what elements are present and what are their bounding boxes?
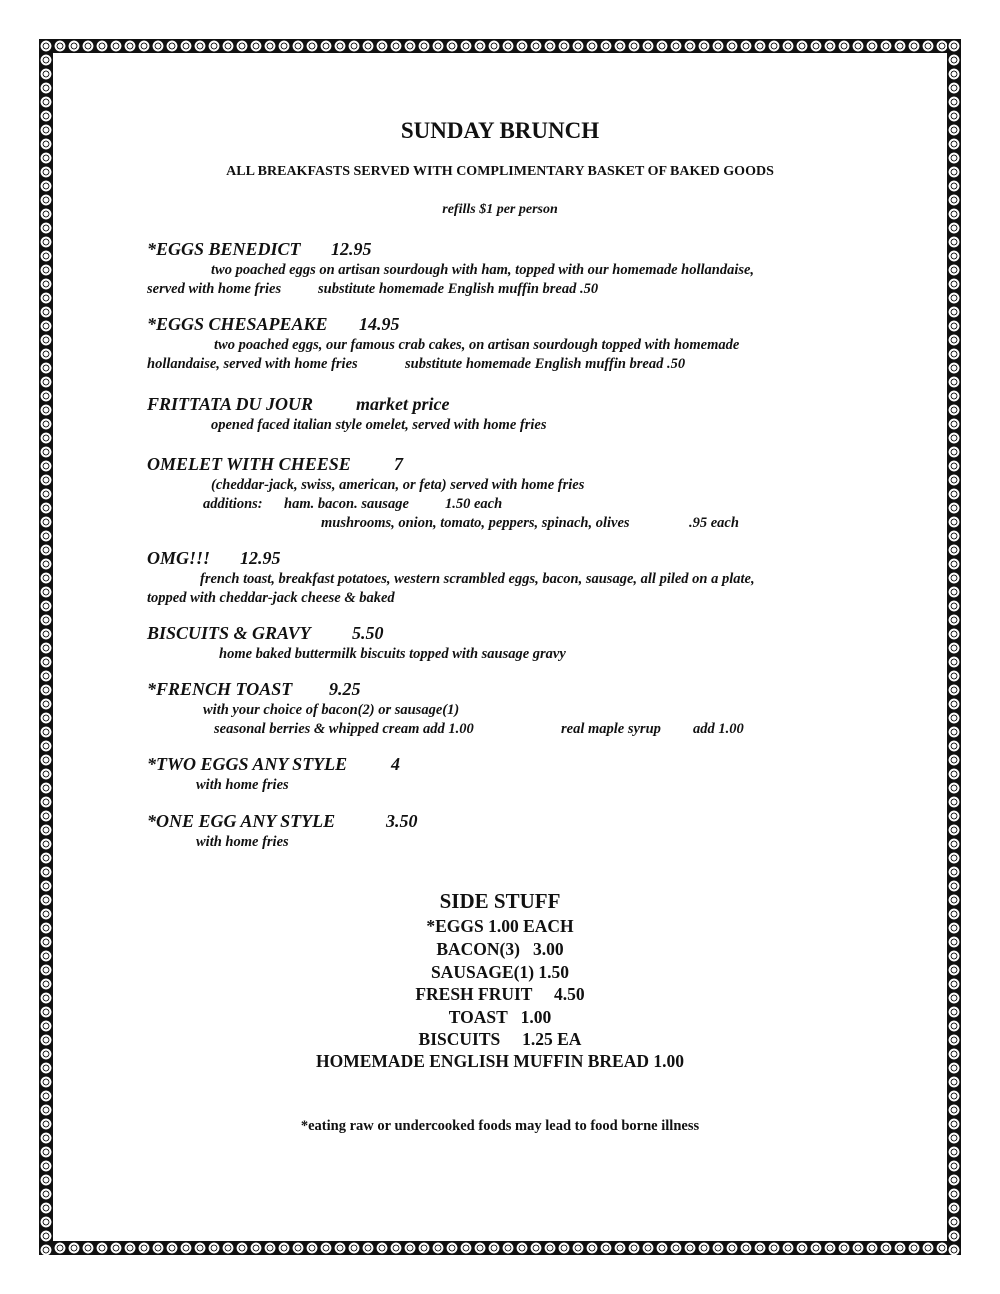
item-eggs-benedict-price: 12.95 — [331, 239, 372, 259]
item-omelet-additions-meats: ham. bacon. sausage — [284, 496, 409, 512]
item-omelet-price: 7 — [394, 454, 403, 474]
item-biscuits-gravy-desc: home baked buttermilk biscuits topped with sausage gravy — [219, 646, 566, 662]
item-omg-desc: topped with cheddar-jack cheese & baked — [147, 590, 395, 606]
item-eggs-chesapeake-desc: hollandaise, served with home fries — [147, 356, 358, 372]
side-item: *EGGS 1.00 EACH — [426, 916, 574, 936]
item-eggs-chesapeake-substitute: substitute homemade English muffin bread .50 — [405, 356, 686, 372]
item-biscuits-gravy-price: 5.50 — [352, 623, 384, 643]
item-omelet-additions-meats-price: 1.50 each — [445, 496, 503, 512]
item-frittata-price: market price — [356, 394, 450, 414]
refills-note: refills $1 per person — [442, 202, 558, 217]
side-item: SAUSAGE(1) 1.50 — [430, 962, 570, 982]
item-french-toast-berries: seasonal berries & whipped cream add 1.00 — [214, 721, 474, 737]
page-subtitle: ALL BREAKFASTS SERVED WITH COMPLIMENTARY BASKET OF BAKED GOODS — [226, 164, 774, 179]
item-one-egg-desc: with home fries — [196, 834, 289, 850]
item-frittata-desc: opened faced italian style omelet, served with home fries — [211, 417, 547, 433]
item-two-eggs-price: 4 — [391, 754, 400, 774]
item-biscuits-gravy-name: BISCUITS & GRAVY — [147, 623, 311, 643]
item-french-toast-price: 9.25 — [329, 679, 361, 699]
sides-title: SIDE STUFF — [439, 889, 561, 913]
border-top-ornament — [39, 39, 961, 53]
item-one-egg-name: *ONE EGG ANY STYLE — [147, 811, 336, 831]
item-eggs-benedict-desc: served with home fries — [147, 281, 282, 297]
item-omelet-additions-veg-price: .95 each — [689, 515, 739, 531]
item-eggs-chesapeake-name: *EGGS CHESAPEAKE — [147, 314, 328, 334]
item-omelet-additions-label: additions: — [203, 496, 263, 512]
page-title: SUNDAY BRUNCH — [400, 118, 600, 143]
item-french-toast-syrup: real maple syrup — [561, 721, 661, 737]
item-french-toast-name: *FRENCH TOAST — [147, 679, 293, 699]
border-left-ornament — [39, 39, 53, 1255]
item-omelet-additions-veg: mushrooms, onion, tomato, peppers, spinach, olives — [321, 515, 630, 531]
item-two-eggs-name: *TWO EGGS ANY STYLE — [147, 754, 348, 774]
item-french-toast-syrup-price: add 1.00 — [693, 721, 744, 737]
item-two-eggs-desc: with home fries — [196, 777, 289, 793]
item-frittata-name: FRITTATA DU JOUR — [147, 394, 314, 414]
side-item: HOMEMADE ENGLISH MUFFIN BREAD 1.00 — [316, 1051, 684, 1071]
item-eggs-benedict-name: *EGGS BENEDICT — [147, 239, 301, 259]
item-eggs-benedict-substitute: substitute homemade English muffin bread .50 — [318, 281, 599, 297]
item-eggs-chesapeake-price: 14.95 — [359, 314, 400, 334]
side-item: FRESH FRUIT 4.50 — [415, 984, 585, 1004]
item-omelet-desc: (cheddar-jack, swiss, american, or feta) served with home fries — [211, 477, 585, 493]
item-omelet-name: OMELET WITH CHEESE — [147, 454, 351, 474]
item-french-toast-desc: with your choice of bacon(2) or sausage(1) — [203, 702, 460, 718]
item-eggs-benedict-desc: two poached eggs on artisan sourdough with ham, topped with our homemade hollandaise, — [211, 262, 755, 278]
item-omg-name: OMG!!! — [147, 548, 211, 568]
item-omg-price: 12.95 — [240, 548, 281, 568]
food-safety-disclaimer: *eating raw or undercooked foods may lead to food borne illness — [300, 1118, 700, 1134]
side-item: BISCUITS 1.25 EA — [418, 1029, 582, 1049]
border-bottom-ornament — [39, 1241, 961, 1255]
item-one-egg-price: 3.50 — [386, 811, 418, 831]
item-omg-desc: french toast, breakfast potatoes, western scrambled eggs, bacon, sausage, all piled on a plate, — [200, 571, 755, 587]
item-eggs-chesapeake-desc: two poached eggs, our famous crab cakes, on artisan sourdough topped with homemade — [214, 337, 740, 353]
side-item: TOAST 1.00 — [448, 1007, 552, 1027]
side-item: BACON(3) 3.00 — [436, 939, 564, 959]
border-right-ornament — [947, 39, 961, 1255]
